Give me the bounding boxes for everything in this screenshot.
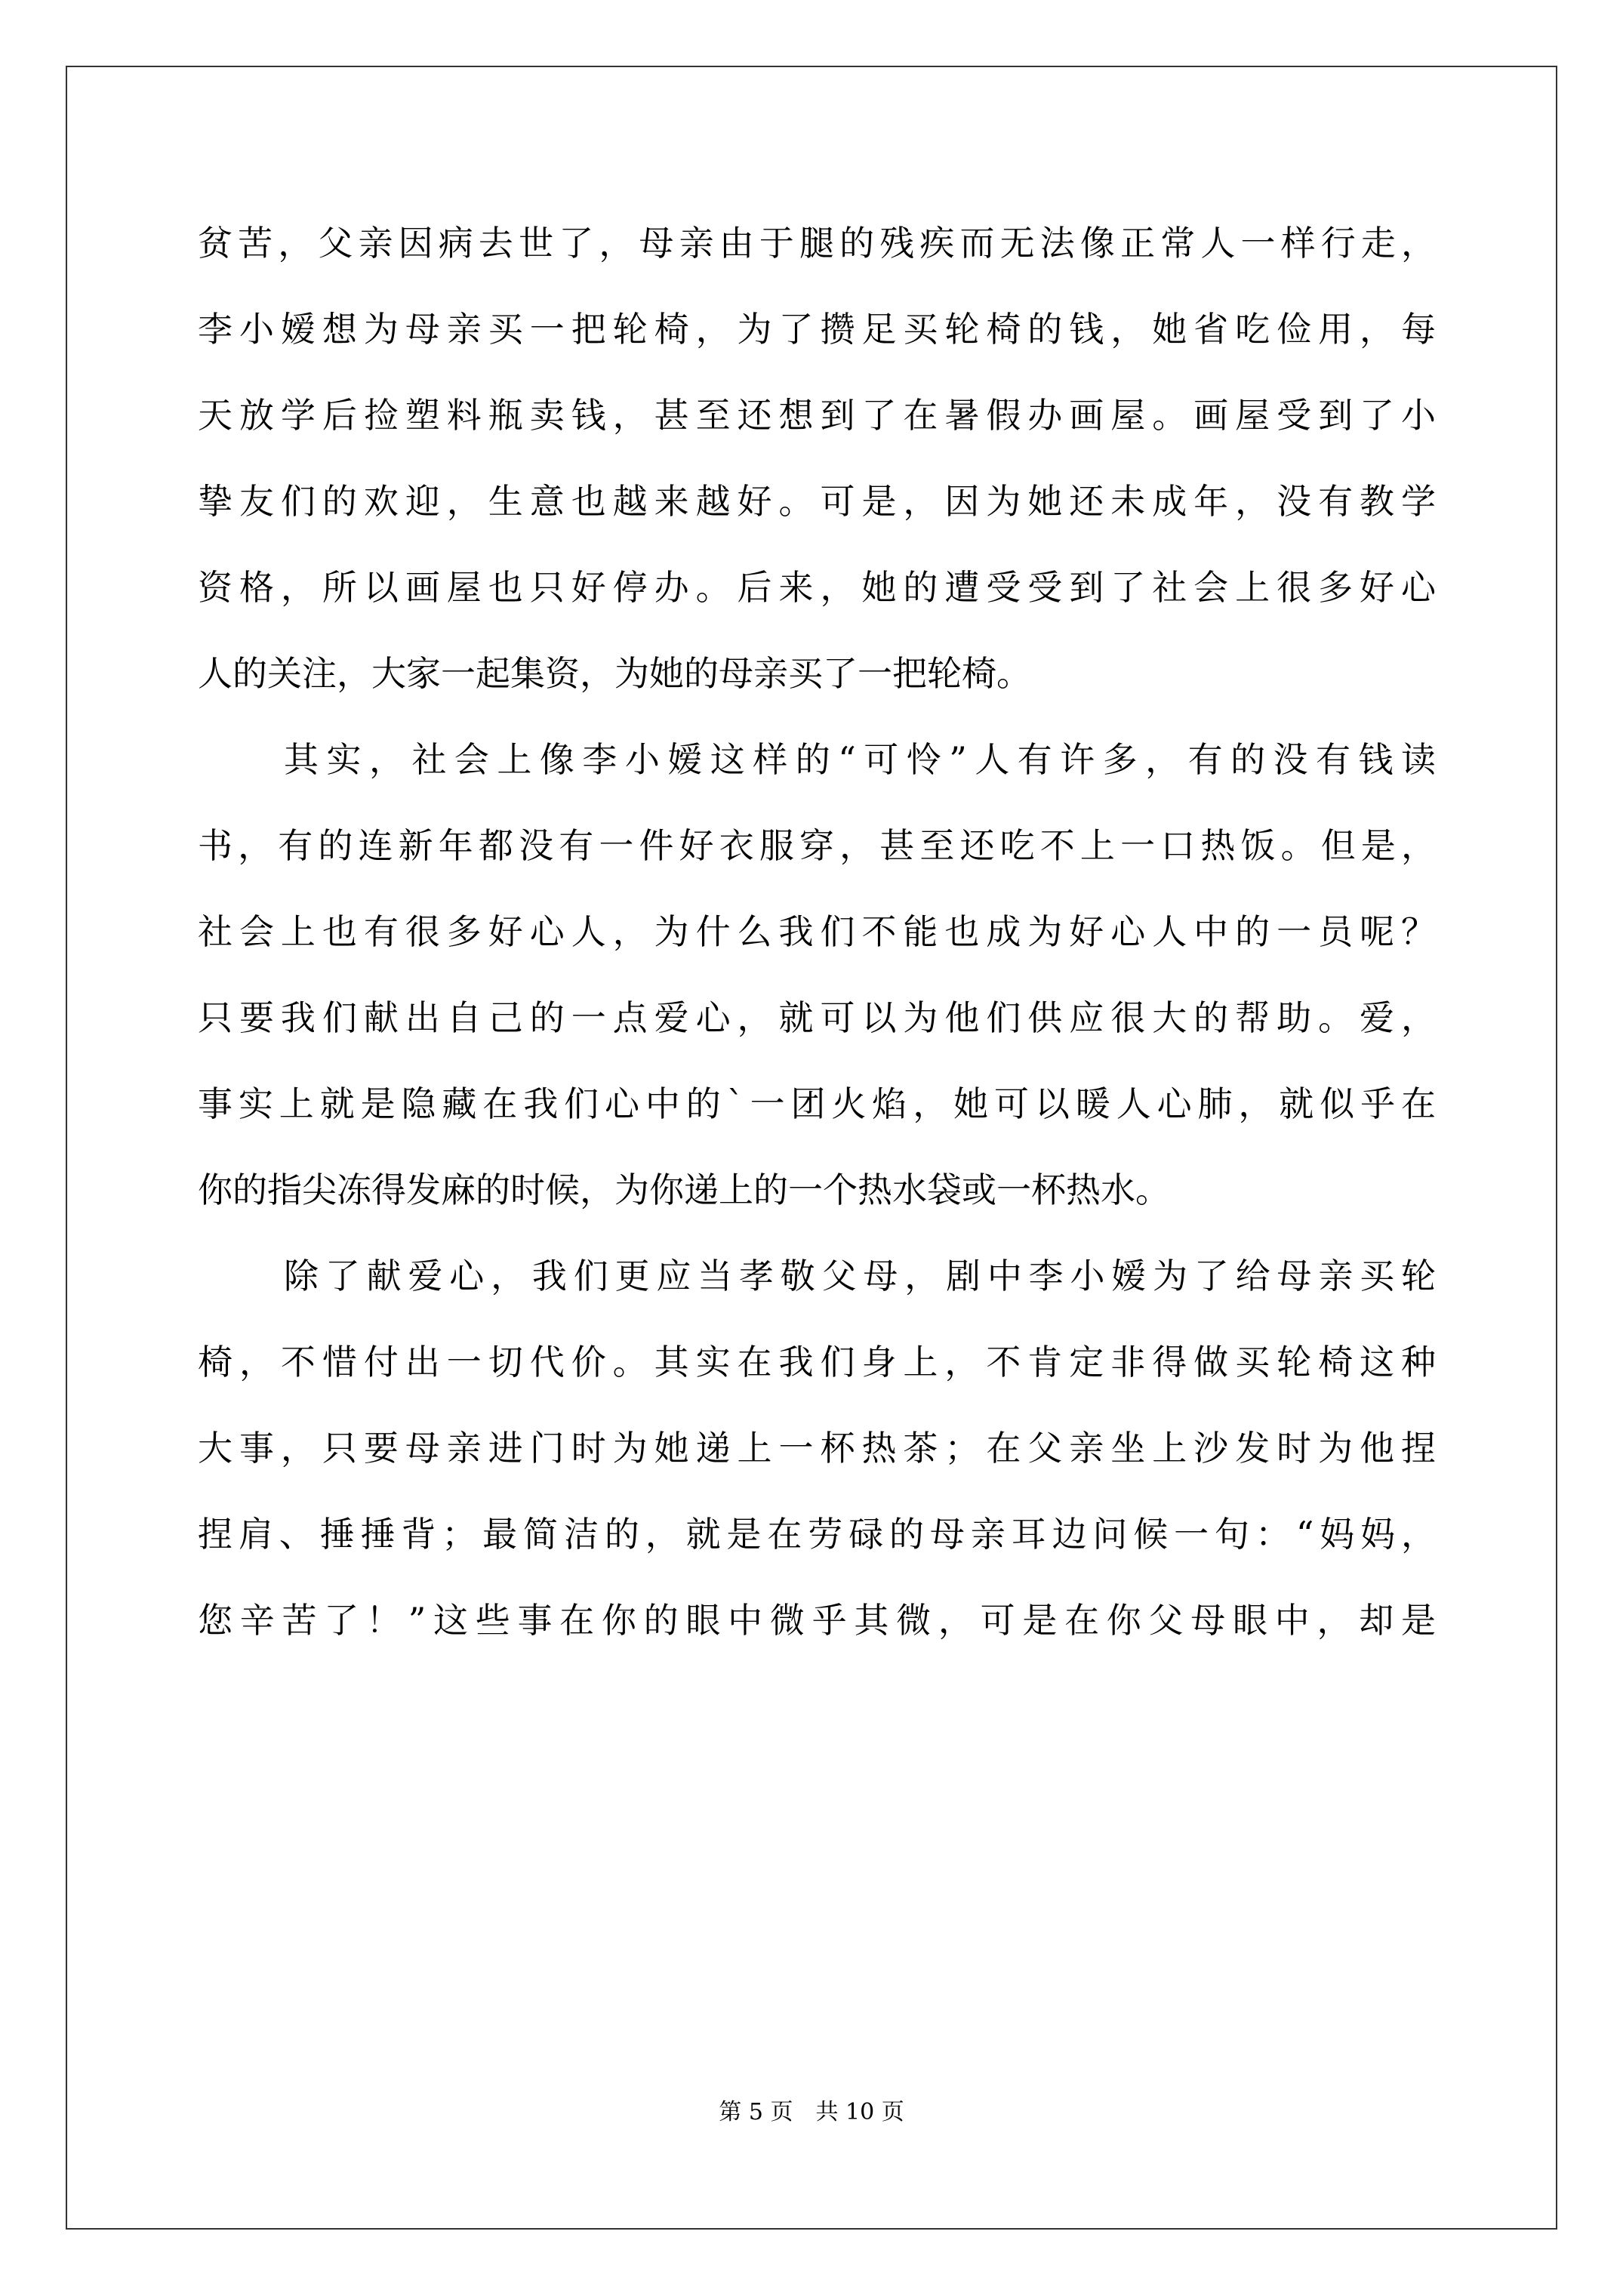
text-line-4: 挚友们的欢迎，生意也越来越好。可是，因为她还未成年，没有教学 (198, 481, 1436, 522)
text-line-15: 大事，只要母亲进门时为她递上一杯热茶；在父亲坐上沙发时为他捏 (198, 1428, 1436, 1469)
text-line-13: 除了献爱心，我们更应当孝敬父母，剧中李小嫒为了给母亲买轮 (284, 1256, 1436, 1296)
text-line-5: 资格，所以画屋也只好停办。后来，她的遭受受到了社会上很多好心 (198, 567, 1436, 608)
text-line-14: 椅，不惜付出一切代价。其实在我们身上，不肯定非得做买轮椅这种 (198, 1342, 1436, 1382)
text-line-7: 其实，社会上像李小嫒这样的“可怜”人有许多，有的没有钱读 (284, 739, 1436, 780)
text-line-6: 人的关注，大家一起集资，为她的母亲买了一把轮椅。 (198, 653, 1031, 694)
text-line-2: 李小嫒想为母亲买一把轮椅，为了攒足买轮椅的钱，她省吃俭用，每 (198, 309, 1436, 350)
text-line-12: 你的指尖冻得发麻的时候，为你递上的一个热水袋或一杯热水。 (198, 1170, 1170, 1210)
text-line-8: 书，有的连新年都没有一件好衣服穿，甚至还吃不上一口热饭。但是， (198, 825, 1436, 866)
text-line-17: 您辛苦了！”这些事在你的眼中微乎其微，可是在你父母眼中，却是 (198, 1600, 1436, 1641)
text-line-10: 只要我们献出自己的一点爱心，就可以为他们供应很大的帮助。爱， (198, 997, 1436, 1038)
text-line-16: 捏肩、捶捶背；最简洁的，就是在劳碌的母亲耳边问候一句：“妈妈， (198, 1514, 1436, 1555)
page-number-footer: 第 5 页 共 10 页 (719, 2099, 904, 2125)
page-border (66, 66, 1557, 2230)
text-line-1: 贫苦，父亲因病去世了，母亲由于腿的残疾而无法像正常人一样行走， (198, 223, 1436, 264)
text-line-3: 天放学后捡塑料瓶卖钱，甚至还想到了在暑假办画屋。画屋受到了小 (198, 395, 1436, 436)
text-line-11: 事实上就是隐藏在我们心中的`一团火焰，她可以暖人心肺，就似乎在 (198, 1083, 1436, 1124)
text-line-9: 社会上也有很多好心人，为什么我们不能也成为好心人中的一员呢？ (198, 911, 1436, 952)
